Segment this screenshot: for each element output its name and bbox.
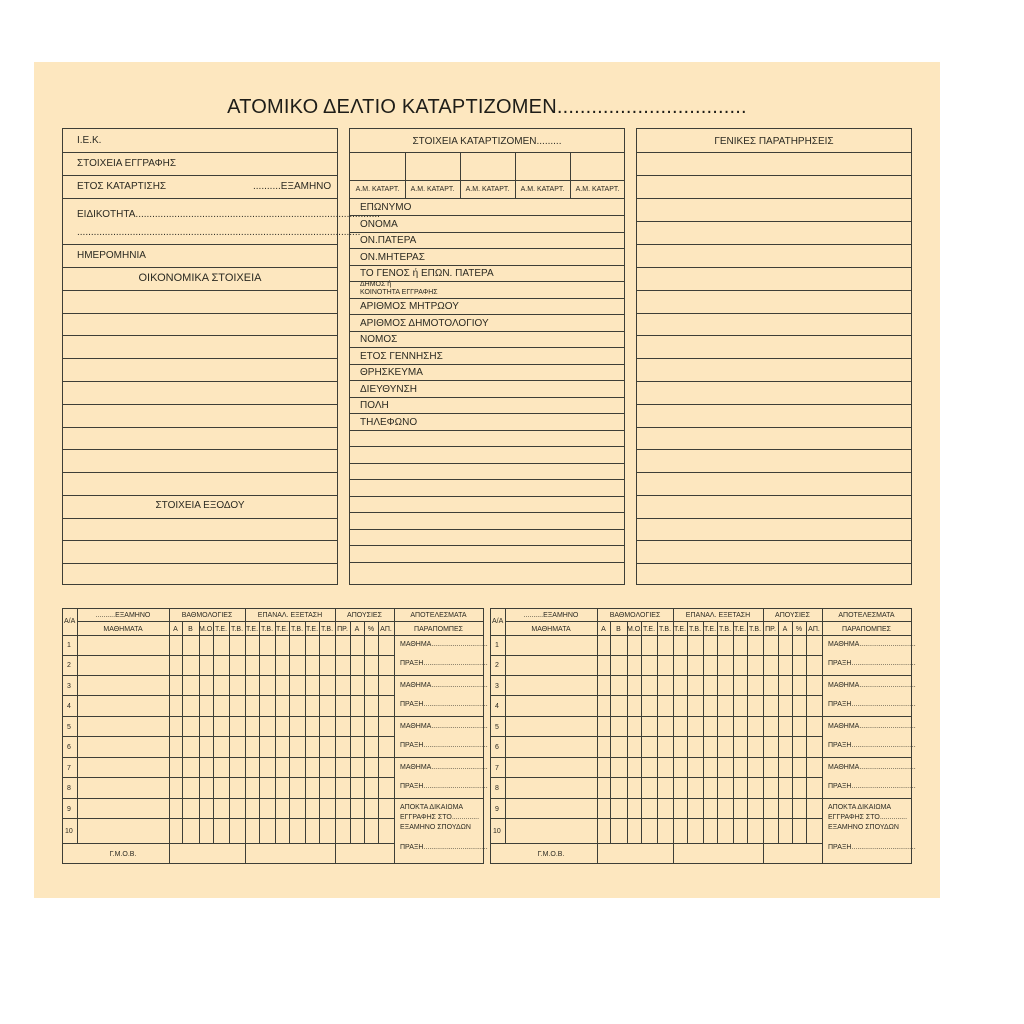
absences-group-header: ΑΠΟΥΣΙΕΣ <box>347 612 382 619</box>
reexam-col-header: Τ.Β. <box>718 626 732 633</box>
absence-col-header: Α <box>782 626 788 633</box>
acquired-right-line3: ΕΞΑΜΗΝΟ ΣΠΟΥΔΩΝ <box>828 824 899 831</box>
field-mother-name: ΟΝ.ΜΗΤΕΡΑΣ <box>360 252 425 263</box>
acquired-right-line2: ΕΓΓΡΑΦΗΣ ΣΤΟ.............. <box>400 814 480 821</box>
grade-col-header: Α <box>601 626 606 633</box>
absence-col-header: ΠΡ. <box>765 626 776 633</box>
specialty-label: ΕΙΔΙΚΟΤΗΤΑ........................................................................................ <box>77 209 380 220</box>
row-number: 7 <box>67 765 71 772</box>
am-label: Α.Μ. ΚΑΤΑΡΤ. <box>520 186 565 193</box>
gmob-label: Γ.Μ.Ο.Β. <box>537 851 565 858</box>
row-number: 5 <box>67 724 71 731</box>
row-number: 6 <box>495 744 499 751</box>
grade-col-header: Μ.Ο. <box>199 626 215 633</box>
grade-col-header: Β <box>616 626 621 633</box>
reexam-col-header: Τ.Β. <box>290 626 304 633</box>
referral-act-line: ΠΡΑΞΗ................................. <box>400 660 488 667</box>
registration-label: ΣΤΟΙΧΕΙΑ ΕΓΓΡΑΦΗΣ <box>77 158 177 169</box>
specialty-continuation: ...................................................................................................... <box>77 227 361 238</box>
field-maiden-name: ΤΟ ΓΕΝΟΣ ή ΕΠΩΝ. ΠΑΤΕΡΑ <box>360 268 494 279</box>
semester-header: ..........ΕΞΑΜΗΝΟ <box>95 612 151 619</box>
grade-col-header: Τ.Β. <box>658 626 672 633</box>
absence-col-header: % <box>795 626 803 633</box>
row-number: 2 <box>495 662 499 669</box>
field-registry-number: ΑΡΙΘΜΟΣ ΜΗΤΡΩΟΥ <box>360 301 459 312</box>
grade-col-header: Β <box>188 626 193 633</box>
acquired-right-line1: ΑΠΟΚΤΑ ΔΙΚΑΙΩΜΑ <box>828 804 892 811</box>
reexam-group-header: ΕΠΑΝΑΛ. ΕΞΕΤΑΣΗ <box>257 612 323 619</box>
grade-col-header: Τ.Β. <box>230 626 244 633</box>
exit-heading: ΣΤΟΙΧΕΙΑ ΕΞΟΔΟΥ <box>155 500 245 511</box>
referral-act-line: ΠΡΑΞΗ................................. <box>828 844 916 851</box>
grades-group-header: ΒΑΘΜΟΛΟΓΙΕΣ <box>181 612 233 619</box>
am-label: Α.Μ. ΚΑΤΑΡΤ. <box>355 186 400 193</box>
date-label: ΗΜΕΡΟΜΗΝΙΑ <box>77 250 146 261</box>
courses-header: ΜΑΘΗΜΑΤΑ <box>531 626 571 633</box>
field-prefecture: ΝΟΜΟΣ <box>360 334 398 345</box>
grades-group-header: ΒΑΘΜΟΛΟΓΙΕΣ <box>609 612 661 619</box>
row-number: 9 <box>495 806 499 813</box>
trainee-details-header: ΣΤΟΙΧΕΙΑ ΚΑΤΑΡΤΙΖΟΜΕΝ......... <box>412 136 562 147</box>
reexam-col-header: Τ.Β. <box>748 626 762 633</box>
referral-course-line: ΜΑΘΗΜΑ............................. <box>400 641 488 648</box>
row-number: 4 <box>67 703 71 710</box>
row-number: 3 <box>67 683 71 690</box>
reexam-col-header: Τ.Ε. <box>733 626 747 633</box>
field-municipal-roll: ΑΡΙΘΜΟΣ ΔΗΜΟΤΟΛΟΓΙΟΥ <box>360 318 489 329</box>
row-number: 7 <box>495 765 499 772</box>
row-number: 8 <box>495 785 499 792</box>
referral-course-line: ΜΑΘΗΜΑ............................. <box>400 764 488 771</box>
grade-table-left <box>62 608 488 864</box>
aa-header: Α/Α <box>64 618 76 625</box>
results-group-header: ΑΠΟΤΕΛΕΣΜΑΤΑ <box>838 612 895 619</box>
referral-course-line: ΜΑΘΗΜΑ............................. <box>400 723 488 730</box>
referral-act-line: ΠΡΑΞΗ................................. <box>828 742 916 749</box>
reexam-col-header: Τ.Β. <box>688 626 702 633</box>
referral-act-line: ΠΡΑΞΗ................................. <box>400 844 488 851</box>
grade-col-header: Μ.Ο. <box>627 626 643 633</box>
semester-header: ..........ΕΞΑΜΗΝΟ <box>523 612 579 619</box>
reexam-col-header: Τ.Β. <box>260 626 274 633</box>
reexam-col-header: Τ.Ε. <box>703 626 717 633</box>
row-number: 3 <box>495 683 499 690</box>
absence-col-header: ΑΠ. <box>808 626 820 633</box>
field-phone: ΤΗΛΕΦΩΝΟ <box>360 417 418 428</box>
grade-col-header: Α <box>173 626 178 633</box>
general-remarks-header: ΓΕΝΙΚΕΣ ΠΑΡΑΤΗΡΗΣΕΙΣ <box>714 136 834 147</box>
grade-col-header: Τ.Ε. <box>642 626 656 633</box>
absence-col-header: Α <box>354 626 360 633</box>
aa-header: Α/Α <box>492 618 504 625</box>
referral-act-line: ΠΡΑΞΗ................................. <box>828 783 916 790</box>
semester-label: ..........ΕΞΑΜΗΝΟ <box>253 181 332 192</box>
field-municipality-2: ΚΟΙΝΟΤΗΤΑ ΕΓΓΡΑΦΗΣ <box>360 289 438 296</box>
middle-panel <box>349 128 625 585</box>
am-label: Α.Μ. ΚΑΤΑΡΤ. <box>410 186 455 193</box>
referral-course-line: ΜΑΘΗΜΑ............................. <box>400 682 488 689</box>
referral-act-line: ΠΡΑΞΗ................................. <box>828 701 916 708</box>
absence-col-header: % <box>367 626 375 633</box>
absences-group-header: ΑΠΟΥΣΙΕΣ <box>775 612 810 619</box>
field-name: ΟΝΟΜΑ <box>360 219 398 230</box>
reexam-col-header: Τ.Ε. <box>673 626 687 633</box>
row-number: 6 <box>67 744 71 751</box>
am-label: Α.Μ. ΚΑΤΑΡΤ. <box>465 186 510 193</box>
field-birth-year: ΕΤΟΣ ΓΕΝΝΗΣΗΣ <box>360 351 443 362</box>
grade-table-right <box>490 608 916 864</box>
reexam-group-header: ΕΠΑΝΑΛ. ΕΞΕΤΑΣΗ <box>685 612 751 619</box>
referral-act-line: ΠΡΑΞΗ................................. <box>400 701 488 708</box>
row-number: 5 <box>495 724 499 731</box>
acquired-right-line2: ΕΓΓΡΑΦΗΣ ΣΤΟ.............. <box>828 814 908 821</box>
field-religion: ΘΡΗΣΚΕΥΜΑ <box>360 367 423 378</box>
right-panel <box>636 128 912 585</box>
financial-heading: ΟΙΚΟΝΟΜΙΚΑ ΣΤΟΙΧΕΙΑ <box>138 272 262 284</box>
reexam-col-header: Τ.Β. <box>320 626 334 633</box>
row-number: 4 <box>495 703 499 710</box>
am-label: Α.Μ. ΚΑΤΑΡΤ. <box>575 186 620 193</box>
absence-col-header: ΑΠ. <box>380 626 392 633</box>
training-year-label: ΕΤΟΣ ΚΑΤΑΡΤΙΣΗΣ <box>77 181 167 192</box>
grade-col-header: Τ.Ε. <box>214 626 228 633</box>
field-father-name: ΟΝ.ΠΑΤΕΡΑ <box>360 235 417 246</box>
row-number: 10 <box>493 828 501 835</box>
field-municipality-1: ΔΗΜΟΣ ή <box>360 281 392 288</box>
gmob-label: Γ.Μ.Ο.Β. <box>109 851 137 858</box>
referral-act-line: ΠΡΑΞΗ................................. <box>828 660 916 667</box>
referral-course-line: ΜΑΘΗΜΑ............................. <box>828 682 916 689</box>
acquired-right-line3: ΕΞΑΜΗΝΟ ΣΠΟΥΔΩΝ <box>400 824 471 831</box>
row-number: 10 <box>65 828 73 835</box>
row-number: 9 <box>67 806 71 813</box>
results-group-header: ΑΠΟΤΕΛΕΣΜΑΤΑ <box>410 612 467 619</box>
courses-header: ΜΑΘΗΜΑΤΑ <box>103 626 143 633</box>
referral-course-line: ΜΑΘΗΜΑ............................. <box>828 723 916 730</box>
referral-course-line: ΜΑΘΗΜΑ............................. <box>828 641 916 648</box>
referral-act-line: ΠΡΑΞΗ................................. <box>400 742 488 749</box>
referrals-header: ΠΑΡΑΠΟΜΠΕΣ <box>842 626 891 633</box>
referrals-header: ΠΑΡΑΠΟΜΠΕΣ <box>414 626 463 633</box>
row-number: 1 <box>495 642 499 649</box>
referral-act-line: ΠΡΑΞΗ................................. <box>400 783 488 790</box>
referral-course-line: ΜΑΘΗΜΑ............................. <box>828 764 916 771</box>
acquired-right-line1: ΑΠΟΚΤΑ ΔΙΚΑΙΩΜΑ <box>400 804 464 811</box>
row-number: 8 <box>67 785 71 792</box>
reexam-col-header: Τ.Ε. <box>305 626 319 633</box>
field-address: ΔΙΕΥΘΥΝΣΗ <box>360 384 417 395</box>
reexam-col-header: Τ.Ε. <box>245 626 259 633</box>
reexam-col-header: Τ.Ε. <box>275 626 289 633</box>
row-number: 2 <box>67 662 71 669</box>
field-surname: ΕΠΩΝΥΜΟ <box>360 202 412 213</box>
absence-col-header: ΠΡ. <box>337 626 348 633</box>
row-number: 1 <box>67 642 71 649</box>
iek-label: Ι.Ε.Κ. <box>77 135 102 146</box>
field-city: ΠΟΛΗ <box>360 400 389 411</box>
form-title: ΑΤΟΜΙΚΟ ΔΕΛΤΙΟ ΚΑΤΑΡΤΙΖΟΜΕΝ................................. <box>227 96 747 118</box>
